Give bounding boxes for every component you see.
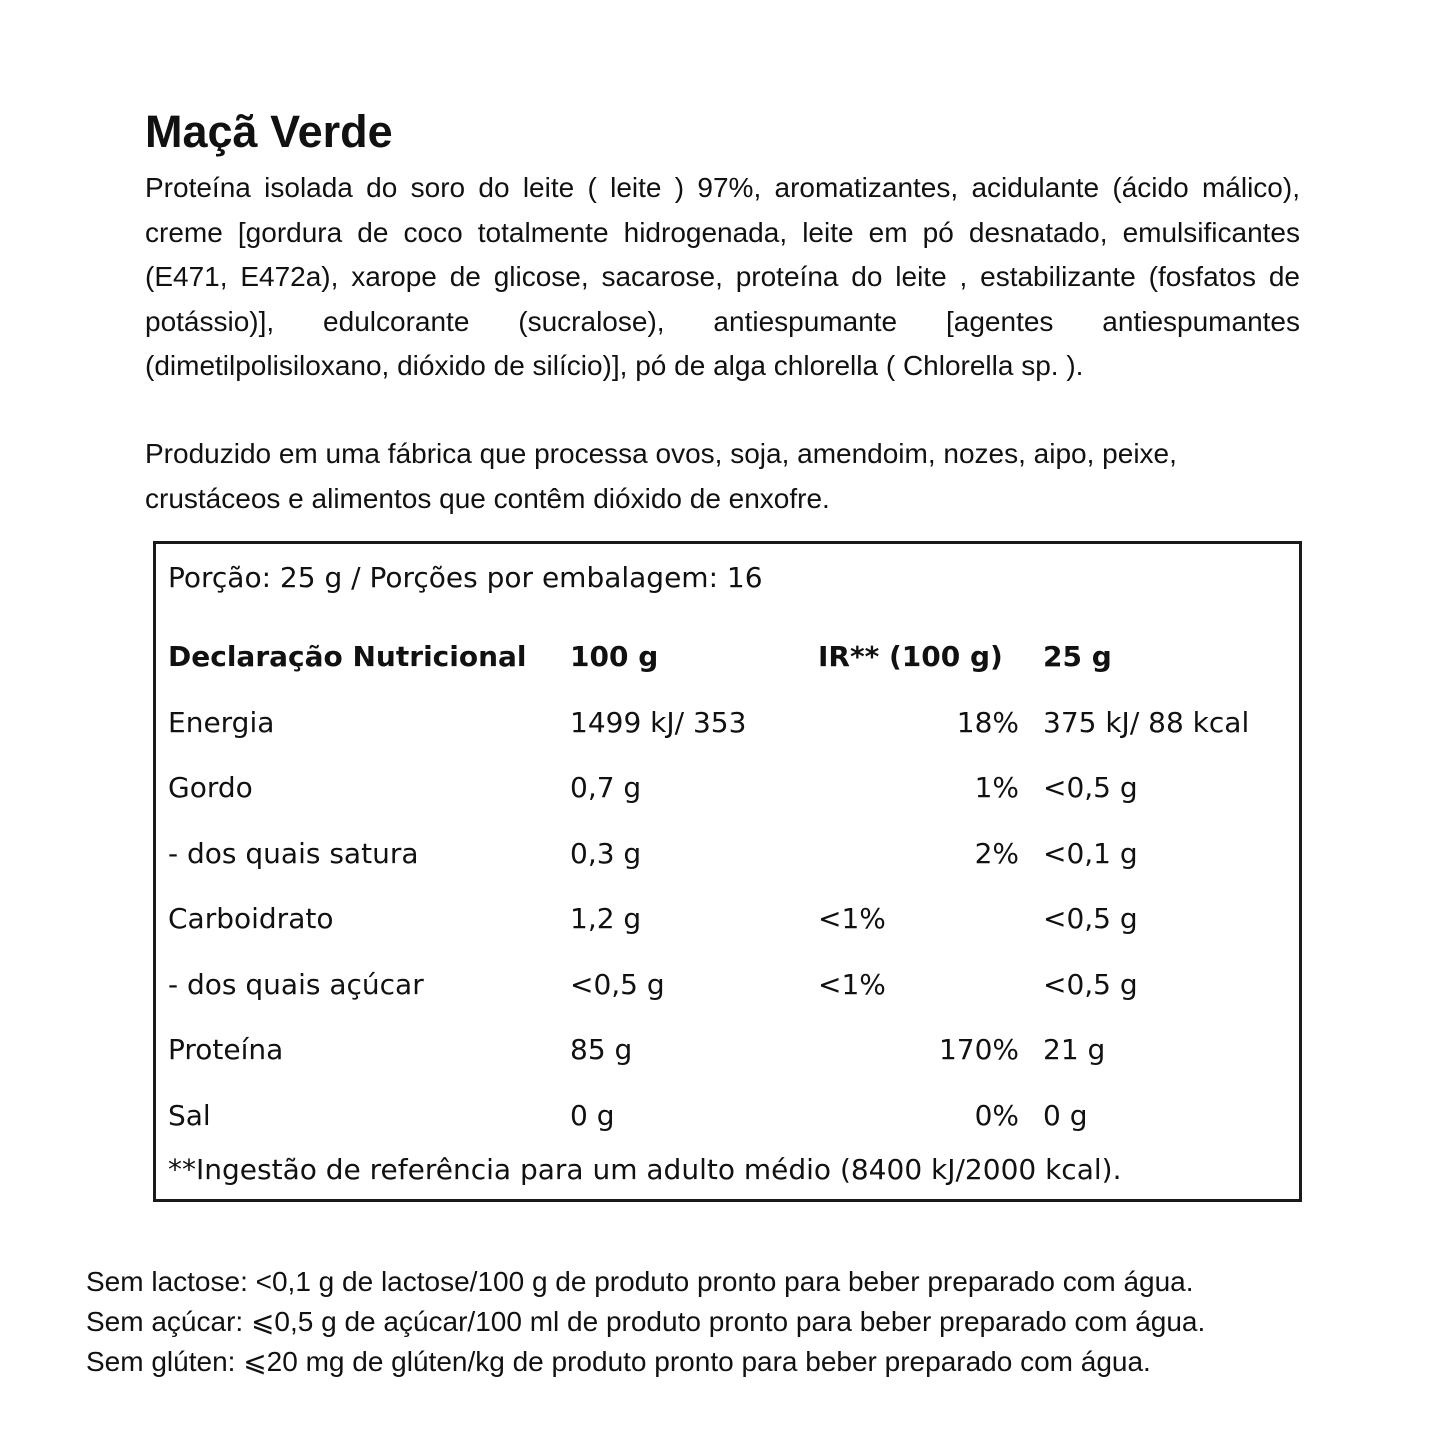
nutrient-name: Proteína — [168, 1033, 284, 1067]
value-reference-intake: <1% — [818, 967, 886, 1001]
nutrition-row-energy — [168, 690, 1283, 756]
value-per-100g: 0,7 g — [570, 771, 642, 805]
serving-info: Porção: 25 g / Porções por embalagem: 16 — [168, 561, 763, 594]
value-per-serving: <0,1 g — [1043, 836, 1138, 870]
claim-gluten-free: Sem glúten: ⩽20 mg de glúten/kg de produto pronto para beber preparado com água. — [86, 1346, 1151, 1377]
nutrition-row-saturated-fat — [168, 821, 1283, 887]
nutrition-row-carbohydrate — [168, 886, 1283, 952]
nutrition-row-salt — [168, 1083, 1283, 1149]
value-per-serving: 375 kJ/ 88 kcal — [1043, 705, 1250, 739]
value-per-100g: 0 g — [570, 1098, 615, 1132]
value-reference-intake: 2% — [974, 836, 1019, 870]
nutrition-row-sugar — [168, 952, 1283, 1018]
value-reference-intake: 18% — [956, 705, 1019, 739]
nutrient-name: Sal — [168, 1098, 211, 1132]
value-per-serving: 0 g — [1043, 1098, 1088, 1132]
nutrition-table — [168, 624, 1283, 1148]
claim-lactose-free: Sem lactose: <0,1 g de lactose/100 g de produto pronto para beber preparado com água. — [86, 1266, 1194, 1297]
dietary-claims — [86, 1262, 1205, 1382]
value-reference-intake: 0% — [974, 1098, 1019, 1132]
value-reference-intake: 170% — [938, 1033, 1019, 1067]
nutrient-name: Energia — [168, 705, 275, 739]
nutrition-facts-box — [153, 541, 1302, 1202]
header-per-serving: 25 g — [1043, 640, 1112, 674]
header-declaration: Declaração Nutricional — [168, 640, 527, 674]
nutrient-name: - dos quais açúcar — [168, 967, 424, 1001]
nutrition-header-row — [168, 624, 1283, 690]
reference-intake-footnote: **Ingestão de referência para um adulto médio (8400 kJ/2000 kcal). — [168, 1153, 1122, 1186]
value-per-serving: <0,5 g — [1043, 967, 1138, 1001]
allergen-notice: Produzido em uma fábrica que processa ovos, soja, amendoim, nozes, aipo, peixe, crustáceos e alimentos que contêm dióxido de enxofre. — [145, 438, 1177, 514]
value-reference-intake: <1% — [818, 902, 886, 936]
nutrient-name: - dos quais satura — [168, 836, 419, 870]
value-per-serving: <0,5 g — [1043, 771, 1138, 805]
header-per-100g: 100 g — [570, 640, 659, 674]
nutrition-row-protein — [168, 1017, 1283, 1083]
value-per-100g: 1,2 g — [570, 902, 642, 936]
value-per-serving: 21 g — [1043, 1033, 1106, 1067]
nutrition-row-fat — [168, 755, 1283, 821]
nutrient-name: Gordo — [168, 771, 253, 805]
value-per-100g: 1499 kJ/ 353 — [570, 705, 747, 739]
ingredients-text: Proteína isolada do soro do leite ( leite ) 97%, aromatizantes, acidulante (ácido málico), creme [gordura de coco totalmente hidrogenada, leite em pó desnatado, emulsificantes (E471, E472a), xarope de glicose, sacarose, proteína do leite , estabilizante (fosfatos de potássio)], edulcorante (sucralose), antiespumante [agentes antiespumantes (dimetilpolisiloxano, dióxido de silício)], pó de alga chlorella ( Chlorella sp. ). — [145, 172, 1300, 381]
header-reference-intake: IR** (100 g) — [818, 640, 1003, 674]
nutrient-name: Carboidrato — [168, 902, 334, 936]
value-reference-intake: 1% — [974, 771, 1019, 805]
value-per-100g: 0,3 g — [570, 836, 642, 870]
value-per-100g: <0,5 g — [570, 967, 665, 1001]
value-per-serving: <0,5 g — [1043, 902, 1138, 936]
product-title: Maçã Verde — [145, 106, 393, 157]
claim-sugar-free: Sem açúcar: ⩽0,5 g de açúcar/100 ml de produto pronto para beber preparado com água. — [86, 1306, 1206, 1337]
value-per-100g: 85 g — [570, 1033, 633, 1067]
